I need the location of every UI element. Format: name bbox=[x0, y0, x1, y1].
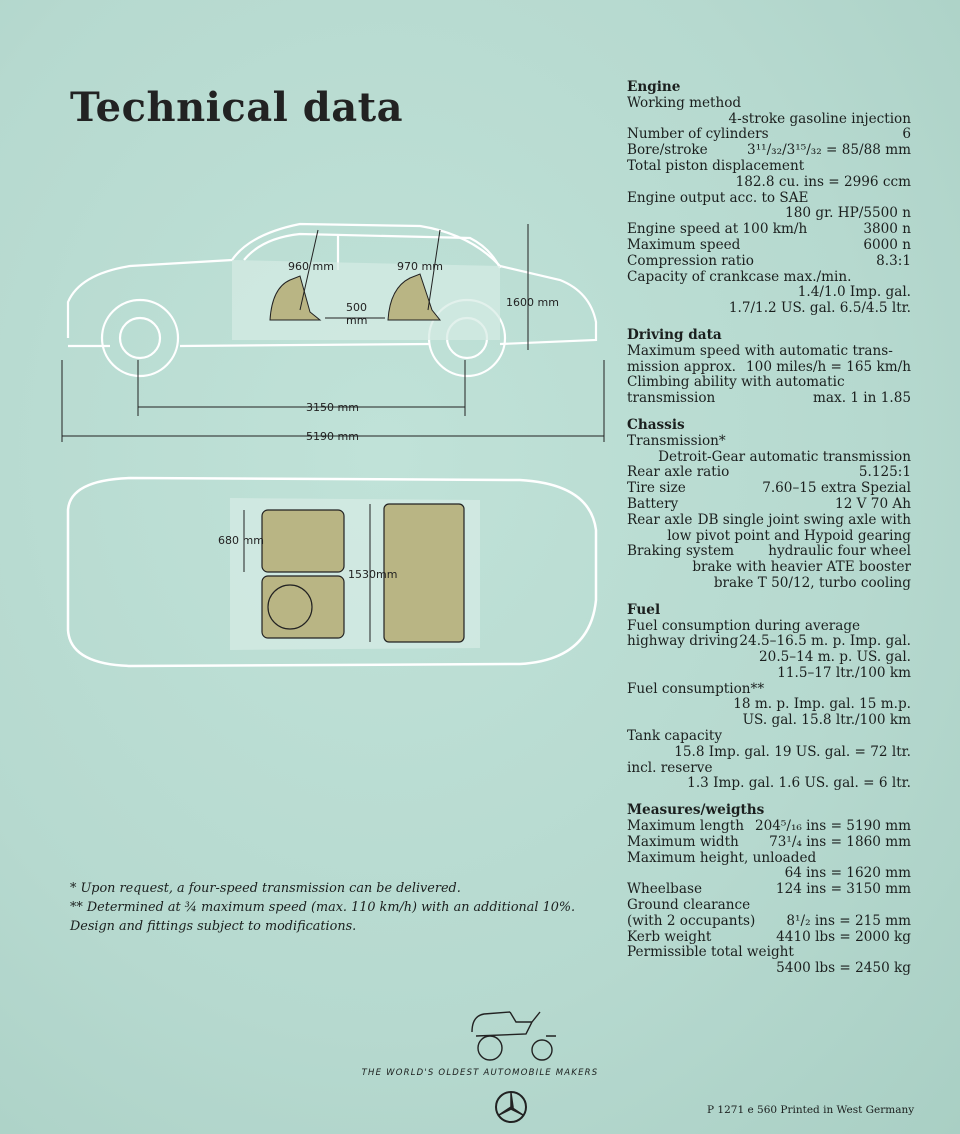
spec-label: Total piston displacement bbox=[627, 157, 805, 174]
dim-rear-seat-width: 1530mm bbox=[348, 568, 398, 581]
spec-value: 182.8 cu. ins = 2996 ccm bbox=[735, 173, 911, 190]
spec-line bbox=[627, 391, 911, 407]
top-view-diagram bbox=[0, 470, 600, 680]
spec-line bbox=[627, 191, 911, 207]
spec-line bbox=[627, 112, 911, 128]
spec-line bbox=[627, 898, 911, 914]
spec-label: Maximum length bbox=[627, 818, 744, 835]
spec-label: Braking system bbox=[627, 543, 734, 560]
spec-line bbox=[627, 682, 911, 698]
spec-label: mission approx. bbox=[627, 358, 736, 375]
spec-label: Compression ratio bbox=[627, 252, 754, 269]
section-heading: Fuel bbox=[627, 601, 661, 618]
spec-line bbox=[627, 450, 911, 466]
spec-label: Ground clearance bbox=[627, 897, 751, 914]
footnote-modifications: Design and fittings subject to modifications. bbox=[70, 919, 357, 934]
spec-value: 18 m. p. Imp. gal. 15 m.p. bbox=[733, 696, 911, 713]
section-heading: Driving data bbox=[627, 326, 722, 343]
spec-line bbox=[627, 344, 911, 360]
dim-front-seat-width: 680 mm bbox=[218, 534, 264, 547]
spec-value: hydraulic four wheel bbox=[768, 543, 911, 560]
mercedes-star-icon bbox=[494, 1090, 528, 1124]
spec-value: 1.3 Imp. gal. 1.6 US. gal. = 6 ltr. bbox=[687, 775, 911, 792]
spec-section-engine bbox=[627, 80, 911, 317]
spec-line bbox=[627, 745, 911, 761]
spec-value: 64 ins = 1620 mm bbox=[784, 865, 911, 882]
maker-tagline: THE WORLD'S OLDEST AUTOMOBILE MAKERS bbox=[361, 1068, 599, 1078]
dim-wheelbase: 3150 mm bbox=[306, 401, 359, 414]
spec-label: (with 2 occupants) bbox=[627, 912, 756, 929]
spec-label: Maximum height, unloaded bbox=[627, 849, 817, 866]
spec-value: 180 gr. HP/5500 n bbox=[785, 205, 911, 222]
spec-value: 7.60–15 extra Spezial bbox=[762, 480, 911, 497]
spec-value: 124 ins = 3150 mm bbox=[775, 881, 911, 898]
spec-label: Bore/stroke bbox=[627, 142, 708, 159]
spec-value: DB single joint swing axle with bbox=[697, 511, 911, 528]
spec-line bbox=[627, 127, 911, 143]
spec-value: 12 V 70 Ah bbox=[835, 495, 911, 512]
dim-length: 5190 mm bbox=[306, 430, 359, 443]
spec-value: 204⁵/₁₆ ins = 5190 mm bbox=[754, 818, 911, 835]
spec-line bbox=[627, 851, 911, 867]
spec-value: 73¹/₄ ins = 1860 mm bbox=[769, 833, 911, 850]
spec-line bbox=[627, 206, 911, 222]
spec-line bbox=[627, 729, 911, 745]
spec-section-chassis bbox=[627, 418, 911, 592]
spec-label: Maximum speed with automatic trans- bbox=[627, 342, 893, 359]
spec-label: Climbing ability with automatic bbox=[627, 374, 845, 391]
spec-section-measures-weigths bbox=[627, 803, 911, 977]
dim-height: 1600 mm bbox=[506, 296, 559, 309]
spec-label: Engine speed at 100 km/h bbox=[627, 221, 808, 238]
spec-line bbox=[627, 914, 911, 930]
spec-label: Working method bbox=[627, 94, 742, 111]
spec-value: 4-stroke gasoline injection bbox=[728, 110, 911, 127]
spec-line bbox=[627, 159, 911, 175]
dim-rear-headroom: 970 mm bbox=[397, 260, 443, 273]
spec-line bbox=[627, 434, 911, 450]
spec-line bbox=[627, 285, 911, 301]
spec-line bbox=[627, 375, 911, 391]
side-view-diagram bbox=[0, 210, 610, 450]
spec-label: Rear axle ratio bbox=[627, 464, 730, 481]
spec-column bbox=[627, 80, 911, 988]
spec-line bbox=[627, 481, 911, 497]
spec-line bbox=[627, 650, 911, 666]
spec-line bbox=[627, 761, 911, 777]
spec-label: Fuel consumption** bbox=[627, 680, 765, 697]
spec-value: brake T 50/12, turbo cooling bbox=[713, 574, 911, 591]
spec-line bbox=[627, 634, 911, 650]
section-heading: Chassis bbox=[627, 416, 685, 433]
footnote-transmission: * Upon request, a four-speed transmission can be delivered. bbox=[70, 881, 461, 896]
spec-label: highway driving bbox=[627, 633, 739, 650]
spec-line bbox=[627, 222, 911, 238]
spec-label: Fuel consumption during average bbox=[627, 617, 861, 634]
spec-label: Capacity of crankcase max./min. bbox=[627, 268, 852, 285]
spec-label: Battery bbox=[627, 495, 679, 512]
spec-line bbox=[627, 465, 911, 481]
spec-line bbox=[627, 776, 911, 792]
spec-value: 4410 lbs = 2000 kg bbox=[776, 928, 911, 945]
spec-label: Wheelbase bbox=[627, 881, 702, 898]
spec-value: 24.5–16.5 m. p. Imp. gal. bbox=[739, 633, 911, 650]
spec-line bbox=[627, 576, 911, 592]
spec-label: Kerb weight bbox=[627, 928, 712, 945]
spec-line bbox=[627, 544, 911, 560]
footnote-consumption: ** Determined at ¾ maximum speed (max. 110 km/h) with an additional 10%. bbox=[70, 900, 576, 915]
footnotes bbox=[70, 879, 575, 936]
spec-label: transmission bbox=[627, 390, 716, 407]
spec-label: Number of cylinders bbox=[627, 126, 769, 143]
spec-line bbox=[627, 301, 911, 317]
spec-value: 8.3:1 bbox=[876, 252, 911, 269]
spec-value: 3¹¹/₃₂/3¹⁵/₃₂ = 85/88 mm bbox=[747, 142, 911, 159]
spec-label: Tank capacity bbox=[627, 728, 723, 745]
spec-line bbox=[627, 835, 911, 851]
spec-label: Maximum width bbox=[627, 833, 739, 850]
spec-label: Rear axle bbox=[627, 511, 693, 528]
spec-label: Permissible total weight bbox=[627, 944, 794, 961]
spec-line bbox=[627, 143, 911, 159]
spec-line bbox=[627, 254, 911, 270]
spec-value: low pivot point and Hypoid gearing bbox=[667, 527, 911, 544]
spec-line bbox=[627, 666, 911, 682]
spec-line bbox=[627, 360, 911, 376]
spec-line bbox=[627, 882, 911, 898]
spec-value: 6 bbox=[902, 126, 911, 143]
spec-line bbox=[627, 513, 911, 529]
spec-value: 5.125:1 bbox=[858, 464, 911, 481]
spec-line bbox=[627, 175, 911, 191]
spec-line bbox=[627, 930, 911, 946]
veteran-car-logo bbox=[466, 1004, 566, 1064]
spec-value: 1.7/1.2 US. gal. 6.5/4.5 ltr. bbox=[728, 300, 911, 317]
print-code: P 1271 e 560 Printed in West Germany bbox=[707, 1104, 915, 1116]
spec-value: 100 miles/h = 165 km/h bbox=[746, 358, 911, 375]
spec-line bbox=[627, 238, 911, 254]
spec-line bbox=[627, 697, 911, 713]
spec-label: Transmission* bbox=[627, 432, 726, 449]
spec-line bbox=[627, 945, 911, 961]
spec-value: 11.5–17 ltr./100 km bbox=[777, 664, 911, 681]
spec-value: 5400 lbs = 2450 kg bbox=[776, 960, 911, 977]
spec-value: Detroit-Gear automatic transmission bbox=[658, 448, 911, 465]
spec-label: Tire size bbox=[627, 480, 686, 497]
spec-line bbox=[627, 497, 911, 513]
spec-label: Maximum speed bbox=[627, 236, 741, 253]
spec-section-driving-data bbox=[627, 328, 911, 407]
dim-legroom: 500 bbox=[346, 301, 367, 314]
spec-value: 8¹/₂ ins = 215 mm bbox=[786, 912, 911, 929]
spec-line bbox=[627, 961, 911, 977]
dim-front-headroom: 960 mm bbox=[288, 260, 334, 273]
spec-line bbox=[627, 866, 911, 882]
spec-value: max. 1 in 1.85 bbox=[813, 390, 911, 407]
page-title: Technical data bbox=[70, 84, 404, 131]
spec-section-fuel bbox=[627, 603, 911, 793]
spec-value: 1.4/1.0 Imp. gal. bbox=[797, 284, 911, 301]
spec-value: brake with heavier ATE booster bbox=[692, 559, 911, 576]
spec-line bbox=[627, 96, 911, 112]
section-heading: Measures/weigths bbox=[627, 802, 765, 819]
spec-line bbox=[627, 529, 911, 545]
spec-label: incl. reserve bbox=[627, 759, 713, 776]
spec-line bbox=[627, 560, 911, 576]
dim-legroom-unit: mm bbox=[346, 314, 368, 327]
spec-value: 20.5–14 m. p. US. gal. bbox=[759, 649, 911, 666]
spec-value: 3800 n bbox=[863, 221, 911, 238]
section-heading: Engine bbox=[627, 79, 681, 95]
spec-value: 15.8 Imp. gal. 19 US. gal. = 72 ltr. bbox=[674, 743, 911, 760]
spec-line bbox=[627, 270, 911, 286]
spec-value: US. gal. 15.8 ltr./100 km bbox=[742, 712, 911, 729]
spec-line bbox=[627, 619, 911, 635]
spec-line bbox=[627, 713, 911, 729]
spec-line bbox=[627, 819, 911, 835]
spec-label: Engine output acc. to SAE bbox=[627, 189, 809, 206]
spec-value: 6000 n bbox=[863, 236, 911, 253]
